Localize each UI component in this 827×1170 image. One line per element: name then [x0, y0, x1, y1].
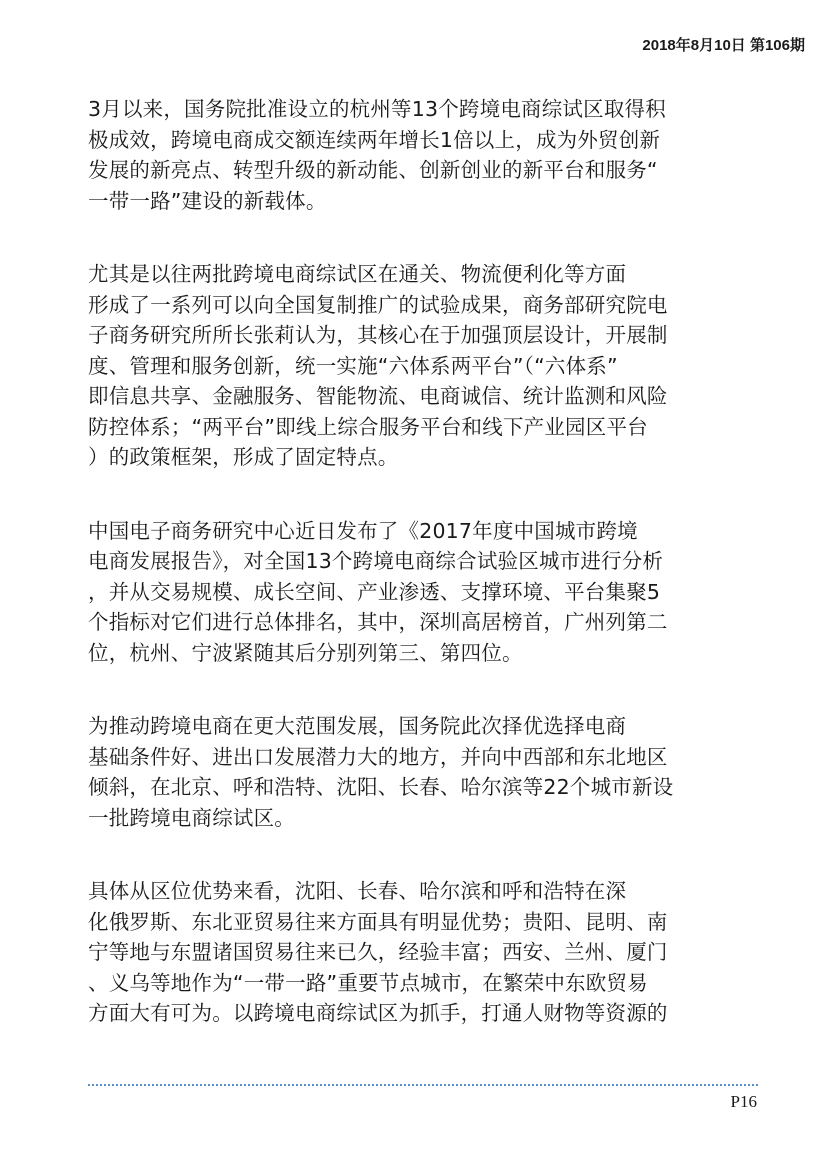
article-paragraph: 具体从区位优势来看，沈阳、长春、哈尔滨和呼和浩特在深 化俄罗斯、东北亚贸易往来方面具有明显优势；贵阳、昆明、南 宁等地与东盟诸国贸易往来已久，经验丰富；西安、兰州、厦门 、义乌等地作为“一带一路”重要节点城市，在繁荣中东欧贸易 方面大有可为。以跨境电商综试区为抓手，打通人财物等资源的	[88, 879, 668, 1025]
article-paragraph: 为推动跨境电商在更大范围发展，国务院此次择优选择电商 基础条件好、进出口发展潜力大的地方，并向中西部和东北地区 倾斜，在北京、呼和浩特、沈阳、长春、哈尔滨等22个城市新设 一批跨境电商综试区。	[88, 714, 674, 830]
footer-divider	[88, 1084, 758, 1086]
page-number: P16	[730, 1092, 757, 1111]
article-paragraph: 3月以来，国务院批准设立的杭州等13个跨境电商综试区取得积 极成效，跨境电商成交额连续两年增长1倍以上，成为外贸创新 发展的新亮点、转型升级的新动能、创新创业的新平台和服务“ 一带一路”建设的新载体。	[88, 97, 666, 213]
article-paragraph: 中国电子商务研究中心近日发布了《2017年度中国城市跨境 电商发展报告》，对全国13个跨境电商综合试验区城市进行分析 ，并从交易规模、成长空间、产业渗透、支撑环境、平台集聚5 个指标对它们进行总体排名，其中，深圳高居榜首，广州列第二 位，杭州、宁波紧随其后分别列第三、第四位。	[88, 518, 668, 665]
article-paragraph: 尤其是以往两批跨境电商综试区在通关、物流便利化等方面 形成了一系列可以向全国复制推广的试验成果，商务部研究院电 子商务研究所所长张莉认为，其核心在于加强顶层设计，开展制 度、管理和服务创新，统一实施“六体系两平台”（“六体系” 即信息共享、金融服务、智能物流、电商诚信、统计监测和风险 防控体系；“两平台”即线上综合服务平台和线下产业园区平台 ）的政策框架，形成了固定特点。	[88, 262, 668, 469]
article-body	[88, 94, 730, 1072]
issue-date-header: 2018年8月10日 第106期	[642, 37, 805, 54]
